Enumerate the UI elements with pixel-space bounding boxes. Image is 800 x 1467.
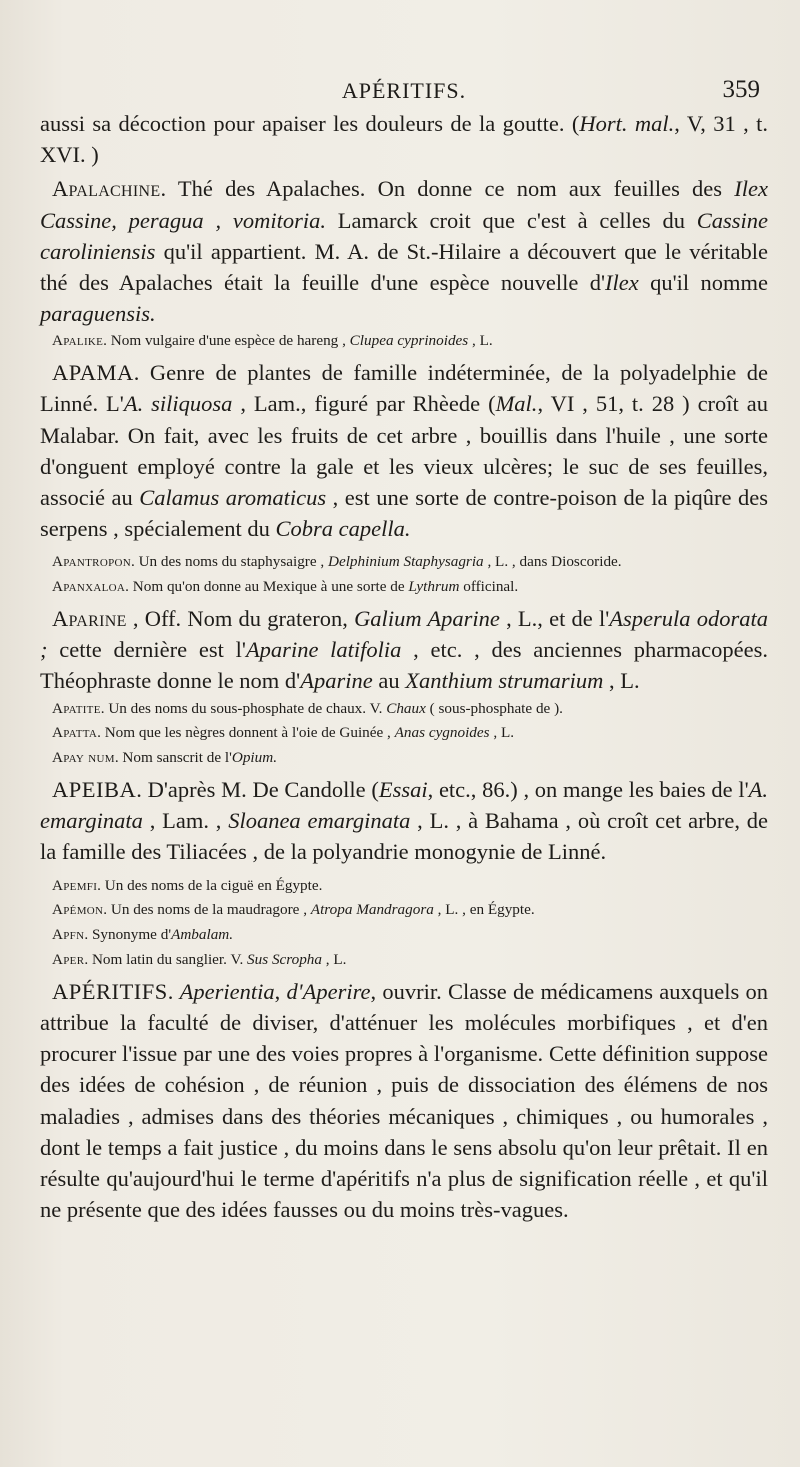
text-run: , xyxy=(274,978,287,1004)
italic-term: Essai xyxy=(378,777,428,803)
text-run: . Un des noms du staphysaigre , xyxy=(130,553,328,571)
entry-apemon xyxy=(40,898,768,923)
italic-term: Xanthium strumarium xyxy=(405,668,604,694)
italic-term: Hort. mal. xyxy=(579,111,675,136)
entry-aparine xyxy=(40,603,768,697)
text-run: , L. , en Égypte. xyxy=(433,901,535,919)
text-run: . Nom qu'on donne au Mexique à une sorte de xyxy=(125,578,409,596)
headword: Apatite xyxy=(52,699,101,717)
headword: APEIBA xyxy=(52,777,137,803)
italic-term: d'Aperire xyxy=(286,978,371,1004)
text-run: , etc. , des anciennes pharmacopées. Théophraste donne le nom d' xyxy=(40,637,768,694)
italic-term: Galium Aparine xyxy=(354,606,500,632)
italic-term: Cobra capella. xyxy=(275,516,411,542)
running-title: APÉRITIFS. xyxy=(341,78,467,103)
headword: Apanxaloa xyxy=(52,578,126,596)
italic-term: Mal. xyxy=(495,391,538,417)
italic-term: Calamus aromaticus xyxy=(139,485,327,511)
entry-aper xyxy=(40,948,768,973)
text-run: Lamarck croit que c'est à celles du xyxy=(326,207,697,233)
text-run: . Thé des Apalaches. On donne ce nom aux feuilles des xyxy=(160,176,735,202)
text-run: , L. xyxy=(468,332,493,350)
page-body xyxy=(40,108,768,1225)
text-run: , etc., 86.) , on mange les baies de l' xyxy=(427,777,749,803)
text-run: , L. xyxy=(322,951,347,969)
entry-apatta xyxy=(40,721,768,746)
text-run: . Un des noms de la ciguë en Égypte. xyxy=(97,876,323,894)
italic-term: Lythrum xyxy=(408,578,460,596)
text-run: aussi sa décoction pour apaiser les douleurs de la goutte. ( xyxy=(40,111,580,136)
italic-term: Ilex xyxy=(605,270,639,296)
entry-apama xyxy=(40,357,768,544)
entry-apfn xyxy=(40,923,768,948)
text-run: , VI , 51, t. 28 ) croît au Malabar. On fait, avec les fruits de cet arbre , bouillis dans l'huile , une sorte d'onguent employé contre la gale et les vieux ulcères; le suc de ses feuilles, associé au xyxy=(40,391,768,511)
headword: Apémon xyxy=(52,901,104,919)
headword: Apemfi xyxy=(52,876,98,894)
entry-apemfi xyxy=(40,874,768,899)
text-run: . xyxy=(167,978,180,1004)
text-run: , L. , dans Dioscoride. xyxy=(483,553,622,571)
entry-aperitifs xyxy=(40,976,768,1226)
entry-apay-num xyxy=(40,746,768,771)
text-run: . Genre de plantes de famille indéterminée, de la polyadelphie de Linné. L' xyxy=(40,360,768,417)
italic-term: paraguensis. xyxy=(40,301,156,327)
page-number: 359 xyxy=(722,76,760,103)
headword: Aparine xyxy=(52,606,127,632)
italic-term: Aparine xyxy=(300,668,373,694)
headword: Apatta xyxy=(52,724,98,742)
text-run: qu'il appartient. M. A. de St.-Hilaire a découvert que le véritable thé des Apalaches était la feuille d'une espèce nouvelle d' xyxy=(40,238,768,296)
italic-term: Atropa Mandragora xyxy=(310,901,434,919)
headword: Apalachine xyxy=(52,176,161,202)
entry-apalike xyxy=(40,329,768,354)
entry-apalachine xyxy=(40,173,768,329)
text-run: ( sous-phosphate de ). xyxy=(425,699,563,717)
italic-term: Aparine latifolia xyxy=(245,637,402,663)
text-run: . Nom sanscrit de l' xyxy=(114,749,232,767)
text-run: , ouvrir. Classe de médicamens auxquels on attribue la faculté de diviser, d'atténuer les molécules morbifiques , et d'en procurer l'issue par une des voies propres à l'organisme. Cette définition suppose des idées de cohésion , de réunion , puis de dissociation des élémens de nos maladies , admises dans des théories mécaniques , chimiques , ou humorales , dont le temps a fait justice , du moins dans le sens absolu qu'on leur prêtait. Il en résulte qu'aujourd'hui le terme d'apéritifs n'a plus de signification réelle , et qu'il ne présente que des idées fausses ou du moins très-vagues. xyxy=(40,978,768,1223)
text-run: , L. , à Bahama , où croît cet arbre, de la famille des Tiliacées , de la polyandrie monogynie de Linné. xyxy=(40,808,768,865)
italic-term: Aperientia xyxy=(179,978,275,1004)
text-run: . Synonyme d' xyxy=(84,926,172,944)
headword: Apalike xyxy=(52,332,104,350)
entry-apatite xyxy=(40,697,768,722)
text-run: officinal. xyxy=(459,578,519,596)
headword: Apantropon xyxy=(52,553,131,571)
italic-term: Opium. xyxy=(231,749,278,767)
italic-term: Chaux xyxy=(386,699,426,717)
text-run: qu'il nomme xyxy=(638,270,768,296)
text-run: , L. xyxy=(603,668,640,694)
headword: Aper xyxy=(52,951,85,969)
italic-term: Asperula odorata ; xyxy=(40,606,768,663)
italic-term: Ambalam. xyxy=(171,926,234,944)
text-run: , est une sorte de contre-poison de la piqûre des serpens , spécialement du xyxy=(40,485,768,542)
entry-continuation xyxy=(40,108,768,170)
headword: Apay num xyxy=(52,749,115,767)
text-run: , Off. Nom du grateron, xyxy=(126,606,355,632)
text-run: cette dernière est l' xyxy=(47,637,246,663)
italic-term: Cassine caroliniensis xyxy=(40,207,769,264)
entry-apanxaloa xyxy=(40,575,768,600)
text-run: . D'après M. De Candolle ( xyxy=(136,777,379,803)
text-run: au xyxy=(372,668,406,694)
text-run: , V, 31 , t. XVI. ) xyxy=(40,111,768,168)
italic-term: Ilex Cassine, peragua , vomitoria. xyxy=(40,176,768,233)
italic-term: Clupea cyprinoides xyxy=(349,332,469,350)
text-run: . Un des noms du sous-phosphate de chaux. V. xyxy=(100,699,387,717)
italic-term: Sus Scropha xyxy=(247,951,322,969)
headword: APÉRITIFS xyxy=(52,978,168,1004)
italic-term: Delphinium Staphysagria xyxy=(327,553,484,571)
entry-apantropon xyxy=(40,550,768,575)
italic-term: A. siliquosa xyxy=(123,391,233,417)
headword: Apfn xyxy=(52,926,85,944)
entry-apeiba xyxy=(40,774,768,868)
text-run: . Un des noms de la maudragore , xyxy=(103,901,311,919)
italic-term: A. emarginata xyxy=(40,777,768,834)
page-header xyxy=(40,70,768,108)
text-run: . Nom latin du sanglier. V. xyxy=(84,951,248,969)
text-run: . Nom que les nègres donnent à l'oie de Guinée , xyxy=(97,724,395,742)
text-run: , L., et de l' xyxy=(499,606,610,632)
text-run: . Nom vulgaire d'une espèce de hareng , xyxy=(103,332,350,350)
text-run: , L. xyxy=(489,724,515,742)
headword: APAMA xyxy=(52,360,134,386)
text-run: , Lam., figuré par Rhèede ( xyxy=(232,391,496,417)
italic-term: Anas cygnoides xyxy=(394,724,490,742)
text-run: , Lam. , xyxy=(142,808,229,834)
italic-term: Sloanea emarginata xyxy=(228,808,411,834)
